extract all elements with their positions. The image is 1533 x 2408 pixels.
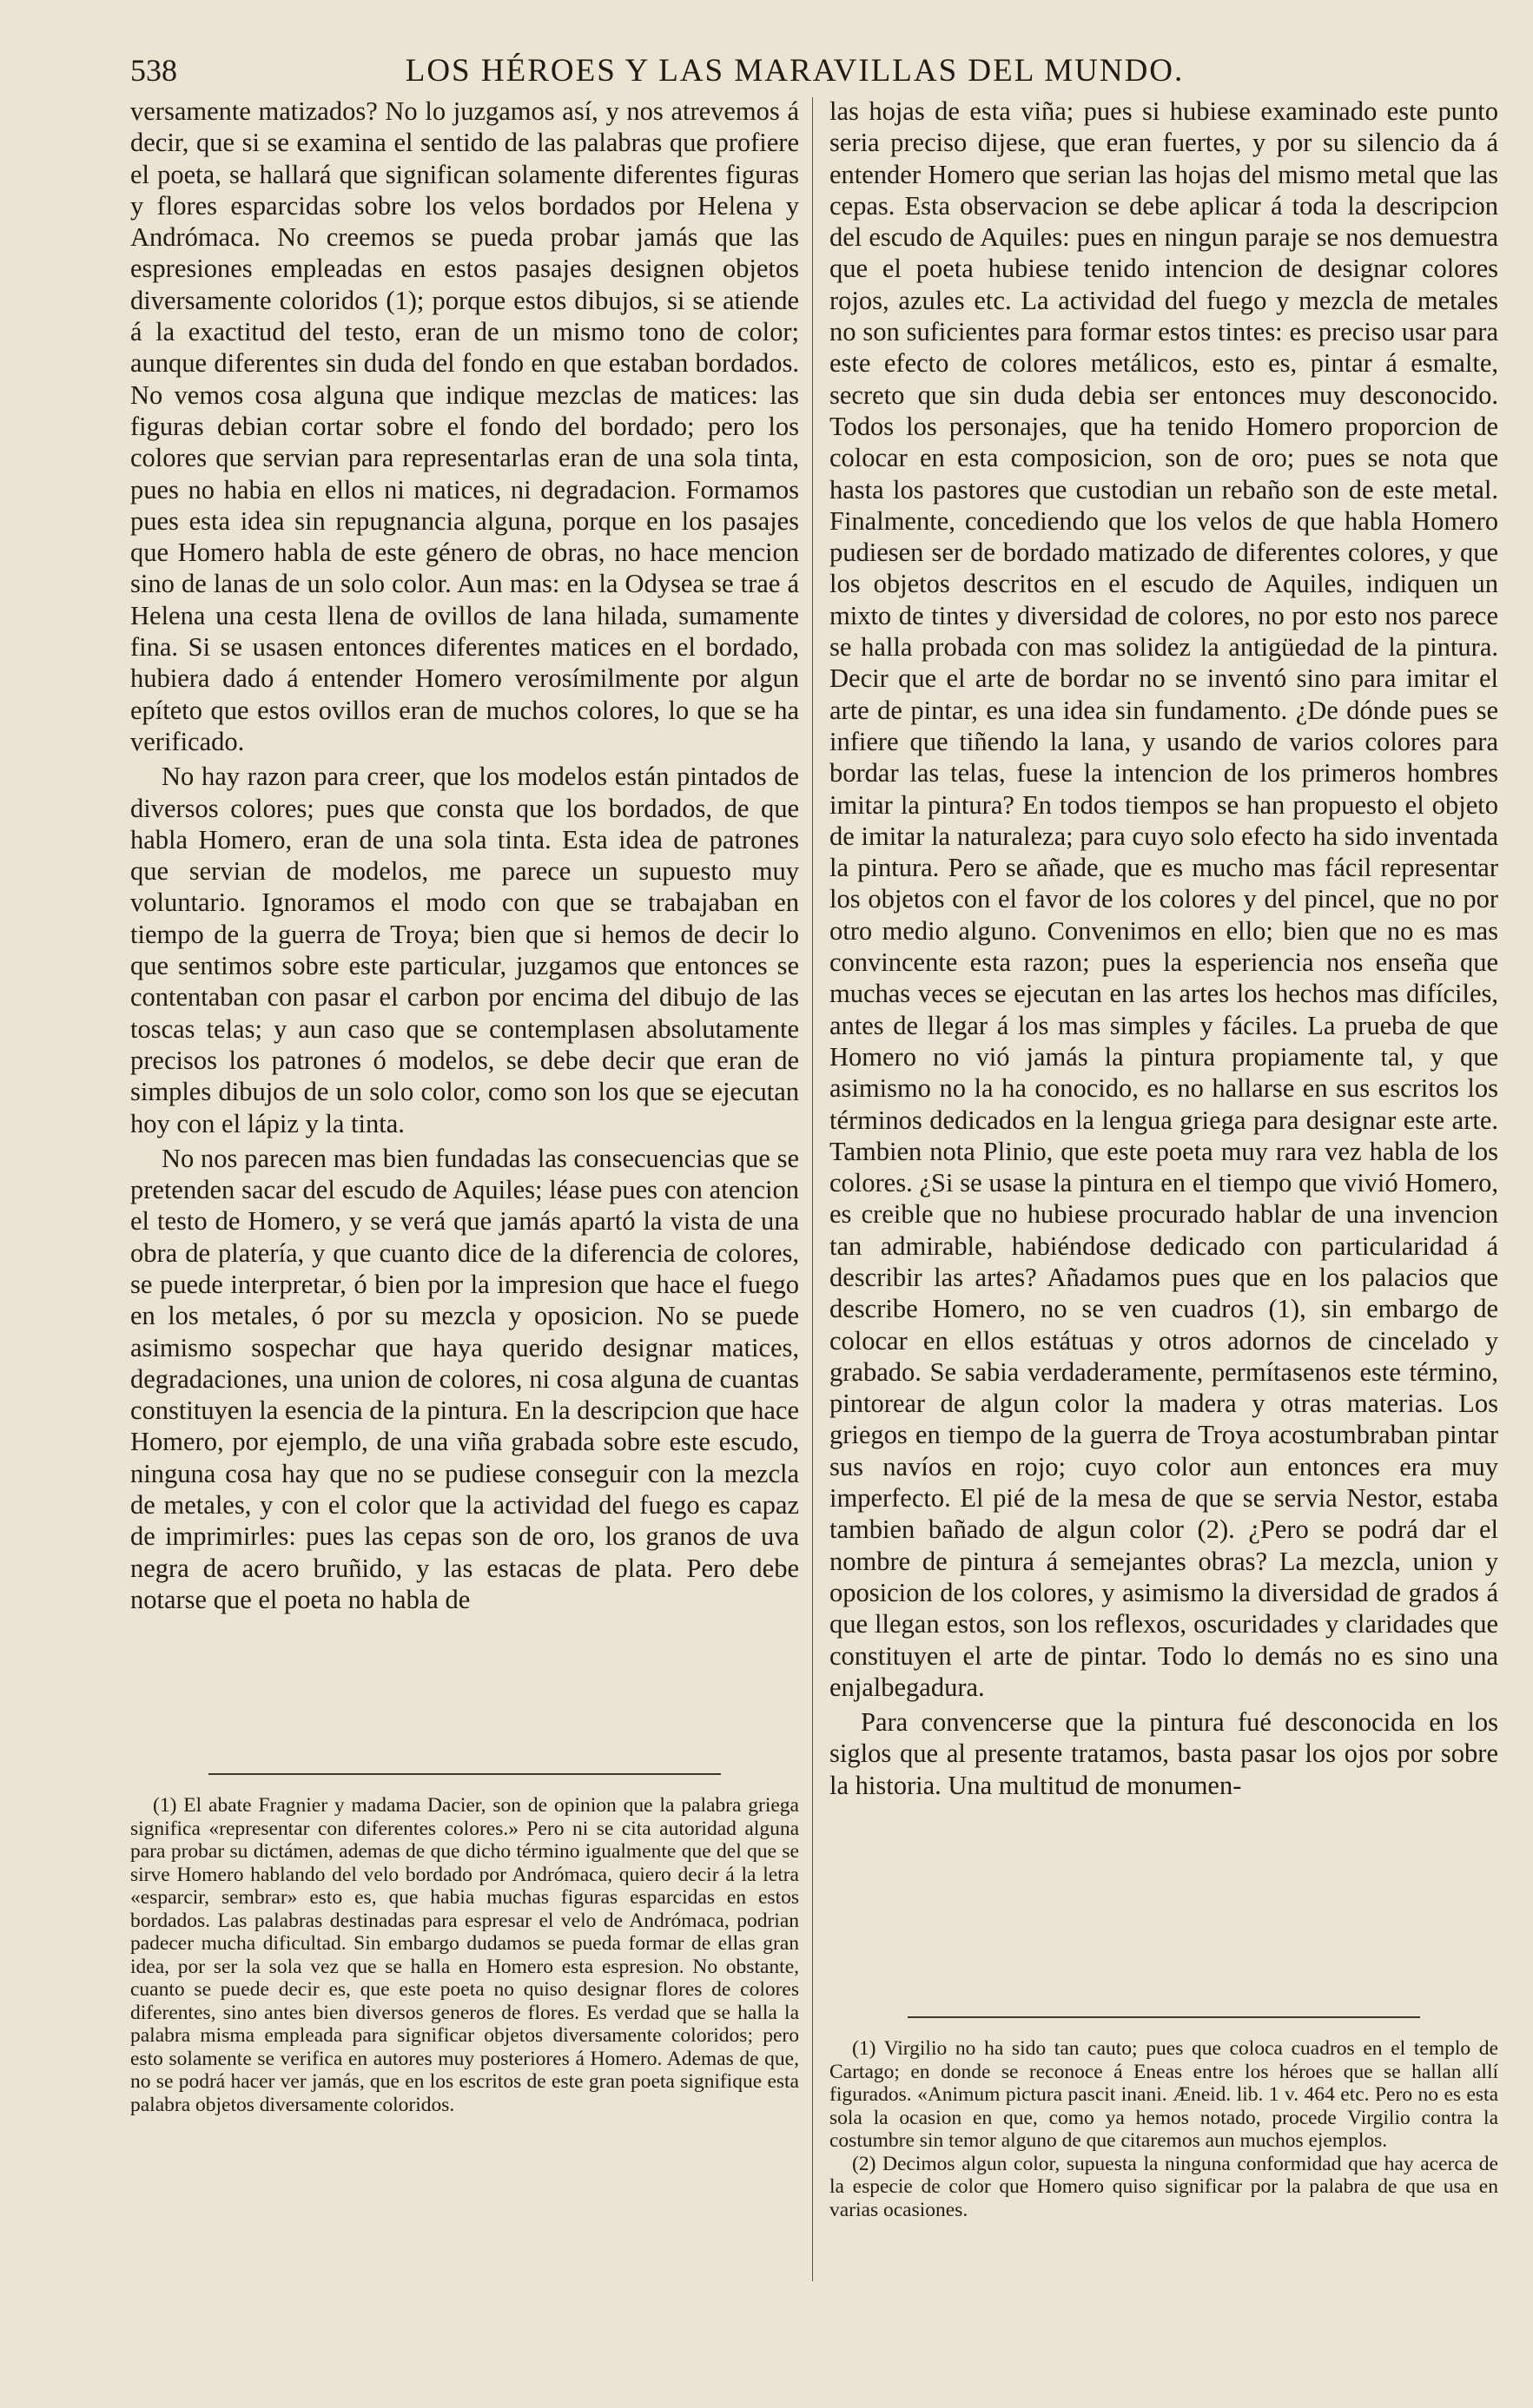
paragraph: Para convencerse que la pintura fué desconocida en los siglos que al presente tratamos, basta pasar los ojos por sobre la historia. Una multitud de monumen- bbox=[829, 1707, 1498, 1800]
left-column bbox=[130, 96, 799, 2116]
paragraph: No nos parecen mas bien fundadas las consecuencias que se pretenden sacar del escudo de Aquiles; léase pues con atencion el testo de Homero, y se verá que jamás apartó la vista de una obra de platería, y que cuanto dice de la diferencia de colores, se puede interpretar, ó bien por la impresion que hace el fuego en los metales, ó por su mezcla y oposicion. No se puede asimismo sospechar que haya querido designar matices, degradaciones, una union de colores, ni cosa alguna de cuantas constituyen la esencia de la pintura. En la descripcion que hace Homero, por ejemplo, de una viña grabada sobre este escudo, ninguna cosa hay que no se pudiese conseguir con la mezcla de metales, y con el color que la actividad del fuego es capaz de imprimirles: pues las cepas son de oro, los granos de uva negra de acero bruñido, y las estacas de plata. Pero debe notarse que el poeta no habla de bbox=[130, 1143, 799, 1614]
left-column-body bbox=[130, 96, 799, 1745]
left-footnotes bbox=[130, 1794, 799, 2116]
paragraph: No hay razon para creer, que los modelos están pintados de diversos colores; pues que consta que los bordados, de que habla Homero, eran de una sola tinta. Esta idea de patrones que servian de modelos, me parece un supuesto muy voluntario. Ignoramos el modo con que se trabajaban en tiempo de la guerra de Troya; bien que si hemos de decir lo que sentimos sobre este particular, juzgamos que entonces se contentaban con pasar el carbon por encima del dibujo de las toscas telas; y aun caso que se contemplasen absolutamente precisos los patrones ó modelos, se debe decir que eran de simples dibujos de un solo color, como son los que se ejecutan hoy con el lápiz y la tinta. bbox=[130, 762, 799, 1138]
right-footnotes bbox=[829, 2037, 1498, 2221]
running-title: LOS HÉROES Y LAS MARAVILLAS DEL MUNDO. bbox=[405, 53, 1185, 89]
right-column-body bbox=[829, 96, 1498, 1989]
column-divider bbox=[812, 97, 813, 2281]
footnote: (2) Decimos algun color, supuesta la ninguna conformidad que hay acerca de la especie de color que Homero quiso significar por la palabra de que usa en varias ocasiones. bbox=[829, 2152, 1498, 2221]
right-column bbox=[829, 96, 1498, 2221]
paragraph: las hojas de esta viña; pues si hubiese examinado este punto seria preciso dijese, que eran fuertes, y por su silencio da á entender Homero que serian las hojas del mismo metal que las cepas. Esta observacion se debe aplicar á toda la descripcion del escudo de Aquiles: pues en ningun paraje se nos demuestra que el poeta hubiese tenido intencion de designar colores rojos, azules etc. La actividad del fuego y mezcla de metales no son suficientes para formar estos tintes: es preciso usar para este efecto de colores metálicos, esto es, pintar á esmalte, secreto que sin duda debia ser entonces muy desconocido. Todos los personajes, que ha tenido Homero proporcion de colocar en esta composicion, son de oro; pues se nota que hasta los pastores que custodian un rebaño son de este metal. Finalmente, concediendo que los velos de que habla Homero pudiesen ser de bordado matizado de diferentes colores, y que los objetos descritos en el escudo de Aquiles, indiquen un mixto de tintes y diversidad de colores, no por esto nos parece se halla probada con mas solidez la antigüedad de la pintura. Decir que el arte de bordar no se inventó sino para imitar el arte de pintar, es una idea sin fundamento. ¿De dónde pues se infiere que tiñendo la lana, y usando de varios colores para bordar las telas, fuese la intencion de los primeros hombres imitar la pintura? En todos tiempos se han propuesto el objeto de imitar la naturaleza; para cuyo solo efecto ha sido inventada la pintura. Pero se añade, que es mucho mas fácil representar los objetos con el favor de los colores y del pincel, que no por otro medio alguno. Convenimos en ello; bien que no es mas convincente esta razon; pues la esperiencia nos enseña que muchas veces se ejecutan en las artes los hechos mas difíciles, antes de llegar á los mas simples y fáciles. La prueba de que Homero no vió jamás la pintura propiamente tal, y que asimismo no la ha conocido, es no hallarse en sus escritos los términos dedicados en la lengua griega para designar este arte. Tambien nota Plinio, que este poeta muy rara vez habla de los colores. ¿Si se usase la pintura en el tiempo que vivió Homero, es creible que no hubiese procurado hablar de una invencion tan admirable, habiéndose dedicado con particularidad á describir las artes? Añadamos pues que en los palacios que describe Homero, no se ven cuadros (1), sin embargo de colocar en ellos estátuas y otros adornos de cincelado y grabado. Se sabia verdaderamente, permítasenos este término, pintorear de algun color la madera y otras materias. Los griegos en tiempo de la guerra de Troya acostumbraban pintar sus navíos en rojo; cuyo color aun entonces era muy imperfecto. El pié de la mesa de que se servia Nestor, estaba tambien bañado de algun color (2). ¿Pero se podrá dar el nombre de pintura á semejantes obras? La mezcla, union y oposicion de los colores, y asimismo la diversidad de grados á que llegan estos, son los reflexos, oscuridades y claridades que constituyen el arte de pintar. Todo lo demás no es sino una enjalbegadura. bbox=[829, 96, 1498, 1702]
page-number: 538 bbox=[130, 53, 177, 88]
footnote-separator bbox=[208, 1773, 721, 1775]
footnote-separator bbox=[908, 2016, 1420, 2018]
paragraph: versamente matizados? No lo juzgamos así, y nos atrevemos á decir, que si se examina el sentido de las palabras que profiere el poeta, se hallará que significan solamente diferentes figuras y flores esparcidas sobre los velos bordados por Helena y Andrómaca. No creemos se pueda probar jamás que las espresiones empleadas en estos pasajes designen objetos diversamente coloridos (1); porque estos dibujos, si se atiende á la exactitud del testo, eran de un mismo tono de color; aunque diferentes sin duda del fondo en que estaban bordados. No vemos cosa alguna que indique mezclas de matices: las figuras debian cortar sobre el fondo del bordado; pero los colores que servian para representarlas eran de una sola tinta, pues no habia en ellos ni matices, ni degradacion. Formamos pues esta idea sin repugnancia alguna, porque en los pasajes que Homero habla de este género de obras, no hace mencion sino de lanas de un solo color. Aun mas: en la Odysea se trae á Helena una cesta llena de ovillos de lana hilada, sumamente fina. Si se usasen entonces diferentes matices en el bordado, hubiera dado á entender Homero verosímilmente por algun epíteto que estos ovillos eran de muchos colores, lo que se ha verificado. bbox=[130, 96, 799, 756]
footnote: (1) Virgilio no ha sido tan cauto; pues que coloca cuadros en el templo de Cartago; en donde se reconoce á Eneas entre los héroes que se hallan allí figurados. «Animum pictura pascit inani. Æneid. lib. 1 v. 464 etc. Pero no es esta sola la ocasion en que, como ya hemos notado, procede Virgilio contra la costumbre sin temor alguno de que citaremos aun muchos ejemplos. bbox=[829, 2037, 1498, 2152]
footnote: (1) El abate Fragnier y madama Dacier, son de opinion que la palabra griega significa «representar con diferentes colores.» Pero ni se cita autoridad alguna para probar su dictámen, ademas de que dicho término igualmente que del que se sirve Homero hablando del velo bordado por Andrómaca, quiero decir á la letra «esparcir, sembrar» esto es, que habia muchas figuras esparcidas en estos bordados. Las palabras destinadas para espresar el velo de Andrómaca, podrian padecer mucha dificultad. Sin embargo dudamos se pueda formar de ellas gran idea, por ser la sola vez que se halla en Homero esta espresion. No obstante, cuanto se puede decir es, que este poeta no quiso designar flores de colores diferentes, sino antes bien diversos generos de flores. Es verdad que se halla la palabra misma empleada para significar objetos diversamente coloridos; pero esto solamente se verifica en autores muy posteriores á Homero. Ademas de que, no se podrá hacer ver jamás, que en los escritos de este gran poeta signifique esta palabra objetos diversamente coloridos. bbox=[130, 1794, 799, 2116]
